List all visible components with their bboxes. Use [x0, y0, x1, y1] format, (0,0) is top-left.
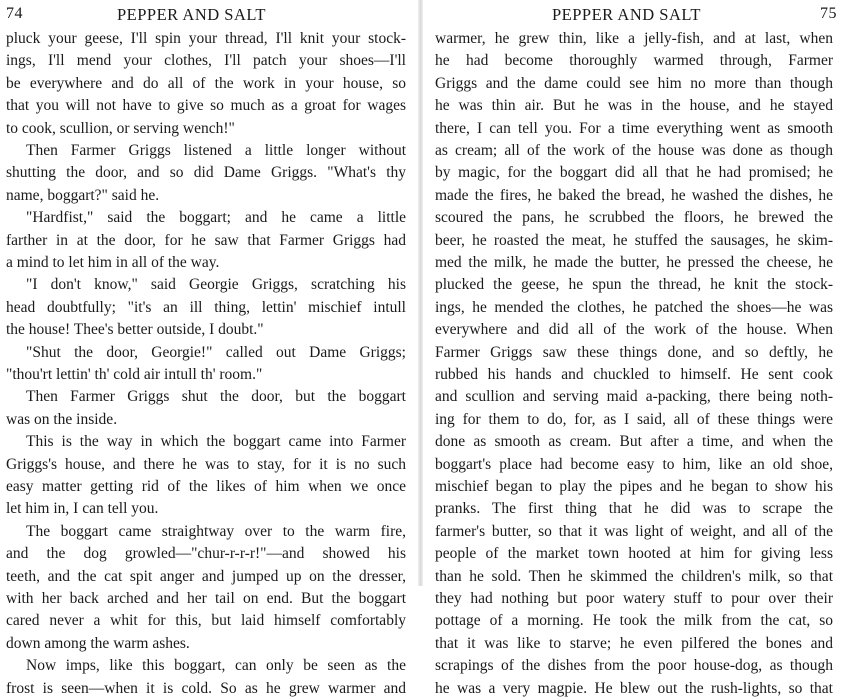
- left-text-line: Then Farmer Griggs shut the door, but the boggart: [26, 388, 406, 406]
- left-text-line: head doubtfully; "it's an ill thing, lettin' mischief intull: [6, 298, 406, 316]
- right-text-line: plucked the geese, he spun the thread, he knit the stock-: [435, 276, 833, 294]
- right-text-line: pottage of a morning. He took the milk from the cat, so: [435, 612, 833, 630]
- right-text-line: warmer, he grew thin, like a jelly-fish, and at last, when: [435, 30, 833, 47]
- right-text-line: people of the market town hooted at him for giving less: [435, 545, 833, 563]
- right-text-line: they had nothing but poor watery stuff to pour over their: [435, 590, 833, 607]
- left-text-line: to cook, scullion, or serving wench!": [6, 119, 235, 137]
- left-text-line: The boggart came straightway over to the warm fire,: [26, 522, 406, 540]
- left-text-line: was on the inside.: [6, 410, 118, 428]
- right-text-line: rubbed his hands and chuckled to himself. He sent cook: [435, 366, 833, 383]
- left-text-line: Then Farmer Griggs listened a little longer without: [26, 142, 406, 159]
- left-text-line: This is the way in which the boggart came into Farmer: [26, 433, 406, 451]
- left-text-line: "I don't know," said Georgie Griggs, scratching his: [26, 276, 406, 294]
- right-text-line: boggart's place had become easy to him, like an old shoe,: [435, 455, 833, 473]
- left-text-line: cared never a whit for this, but laid himself comfortably: [6, 612, 406, 630]
- right-text-line: made the fires, he baked the bread, he washed the dishes, he: [435, 186, 833, 204]
- left-running-head: PEPPER AND SALT: [117, 5, 267, 24]
- right-page: [426, 0, 843, 697]
- left-text-line: Griggs's house, and there he was to stay, for it is no such: [6, 455, 406, 473]
- left-text-line: that you will not have to give so much as a groat for wages: [6, 97, 406, 115]
- left-text-line: "Hardfist," said the boggart; and he came a little: [26, 209, 406, 227]
- right-text-line: pranks. The first thing that he did was to scrape the: [435, 500, 833, 518]
- left-page: [0, 0, 415, 697]
- right-text-line: by magic, for the boggart did all that he had promised; he: [435, 164, 833, 182]
- right-text-line: as cream; all of the work of the house was done as though: [435, 142, 833, 159]
- left-text-line: "Shut the door, Georgie!" called out Dame Griggs;: [26, 343, 406, 361]
- left-text-line: easy matter getting rid of the likes of him when we once: [6, 478, 406, 495]
- right-text-line: Farmer Griggs saw these things done, and so deftly, he: [435, 343, 833, 361]
- right-text-line: everywhere and did all of the work of the house. When: [435, 321, 833, 339]
- right-running-head: PEPPER AND SALT: [552, 5, 702, 24]
- left-text-line: the house! Thee's better outside, I doubt.": [6, 321, 264, 339]
- right-text-line: beer, he roasted the meat, he stuffed the sausages, he skim-: [435, 231, 833, 249]
- right-text-line: there, I can tell you. For a time everything went as smooth: [435, 119, 833, 137]
- left-text-line: name, boggart?" said he.: [6, 186, 160, 204]
- right-text-line: med the milk, he made the butter, he pressed the cheese, he: [435, 254, 833, 271]
- left-text-line: and the dog growled—"chur-r-r-r!"—and showed his: [6, 545, 406, 563]
- left-text-line: teeth, and the cat spit anger and jumped up on the dresser,: [6, 567, 406, 585]
- left-text-line: a mind to let him in all of the way.: [6, 254, 220, 271]
- right-text-line: mischief began to play the pipes and he began to show his: [435, 478, 833, 495]
- left-text-line: down among the warm ashes.: [6, 634, 190, 652]
- right-text-line: and scullion and serving maid a-packing, there being noth-: [435, 388, 833, 406]
- right-text-line: scrapings of the dishes from the poor house-dog, as though: [435, 657, 833, 675]
- right-page-number: 75: [820, 5, 837, 22]
- right-text-line: ings, he mended the clothes, he patched the shoes—he was: [435, 298, 833, 316]
- right-text-line: Griggs and the dame could see him no more than though: [435, 74, 833, 92]
- left-page-header: [0, 5, 415, 27]
- right-text-line: that it was like to starve; he even pilfered the bones and: [435, 634, 833, 652]
- right-text-line: he was thin air. But he was in the house, and he stayed: [435, 97, 833, 115]
- left-text-line: ings, I'll mend your clothes, I'll patch your shoes—I'll: [6, 52, 406, 70]
- right-text-line: he had become thoroughly warmed through, Farmer: [435, 52, 833, 70]
- right-text-line: he was a very magpie. He blew out the rush-lights, so that: [435, 679, 833, 697]
- left-text-line: shutting the door, and so did Dame Griggs. "What's thy: [6, 164, 406, 182]
- right-text-line: than he sold. Then he skimmed the children's milk, so that: [435, 567, 833, 585]
- right-page-header: [426, 5, 843, 27]
- left-text-line: be everywhere and do all of the work in your house, so: [6, 74, 406, 92]
- left-text-line: pluck your geese, I'll spin your thread, I'll knit your stock-: [6, 30, 406, 47]
- left-text-line: Now imps, like this boggart, can only be seen as the: [26, 657, 406, 675]
- left-page-number: 74: [6, 5, 23, 22]
- left-text-line: with her back arched and her tail on end. But the boggart: [6, 590, 406, 607]
- left-text-line: frost is seen—when it is cold. So as he grew warmer and: [6, 679, 406, 697]
- left-text-line: "thou'rt lettin' th' cold air intull th' room.": [6, 366, 263, 383]
- right-text-line: ing for them to do, for, as I said, all of these things were: [435, 410, 833, 428]
- left-text-line: farther in at the door, for he saw that Farmer Griggs had: [6, 231, 406, 249]
- right-text-line: scoured the pans, he scrubbed the floors, he brewed the: [435, 209, 833, 227]
- right-text-line: done as smooth as cream. But after a time, and when the: [435, 433, 833, 451]
- right-text-line: farmer's butter, so that it was light of weight, and all of the: [435, 522, 833, 540]
- book-gutter: [418, 0, 423, 586]
- left-text-line: let him in, I can tell you.: [6, 500, 159, 518]
